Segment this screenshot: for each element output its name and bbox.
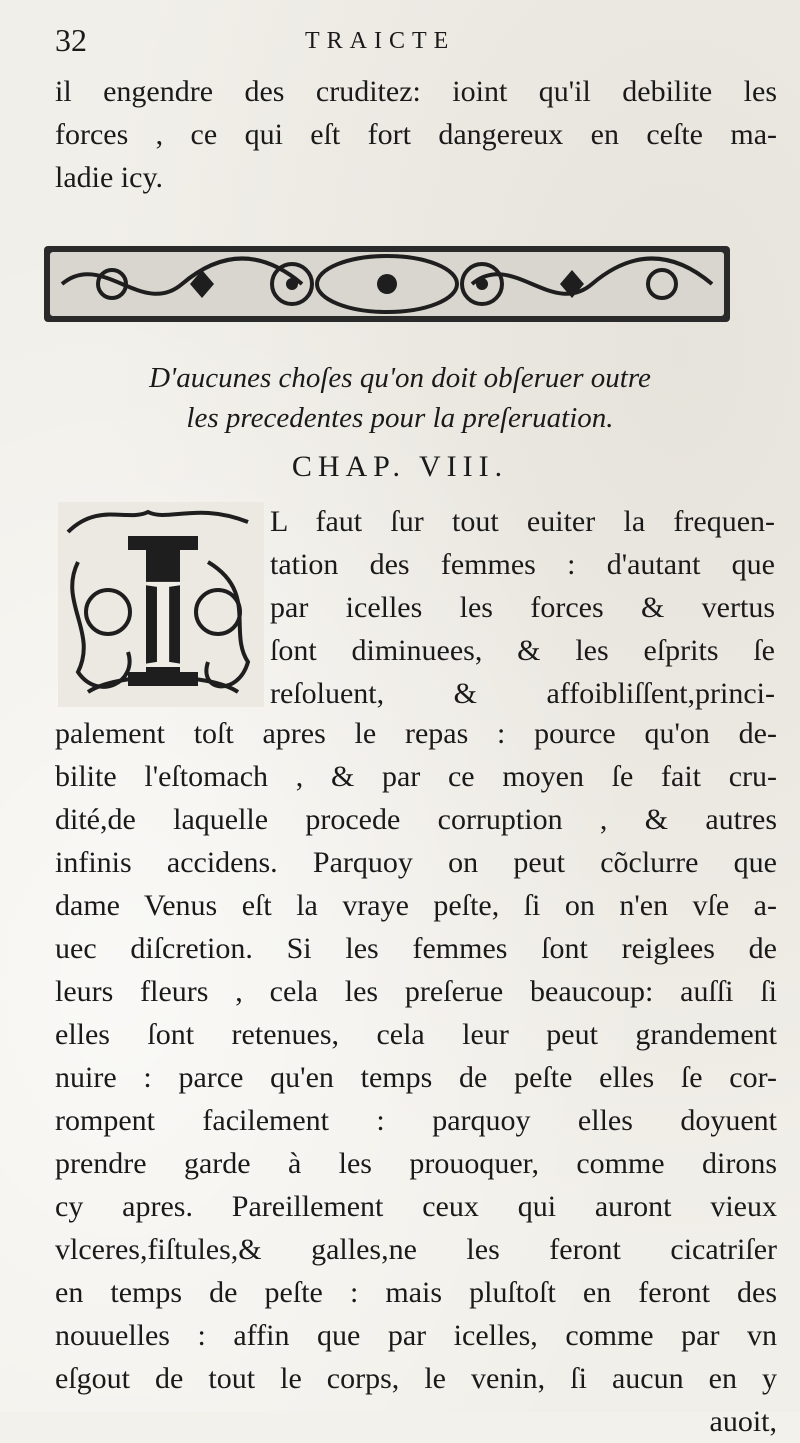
text-line: nouuelles : affin que par icelles, comme par vn [55, 1319, 777, 1352]
chapter-number: CHAP. VIII. [291, 450, 509, 483]
drop-cap-letter: I [141, 552, 185, 696]
text-line: palement toſt apres le repas : pource qu'on de- [55, 717, 777, 750]
text-line: forces , ce qui eſt fort dangereux en ceſte ma- [55, 118, 777, 151]
text-line: leurs fleurs , cela les preſerue beaucoup: auſſi ſi [55, 975, 777, 1008]
decorated-initial-icon [58, 502, 264, 707]
page-number: 32 [55, 22, 87, 58]
body-paragraph [55, 712, 777, 1443]
text-line: nuire : parce qu'en temps de peſte elles ſe cor- [55, 1061, 777, 1094]
chapter-title-line-2: les precedentes pour la preſeruation. [186, 402, 614, 434]
text-line: vlceres,fiſtules,& galles,ne les feront cicatriſer [55, 1233, 777, 1266]
ornamental-headpiece [42, 240, 732, 328]
catchword: auoit, [709, 1405, 777, 1438]
running-head: TRAICTE [305, 28, 456, 54]
chapter-title-line-1: D'aucunes choſes qu'on doit obſeruer outre [149, 362, 651, 394]
text-line: cy apres. Pareillement ceux qui auront vieux [55, 1190, 777, 1223]
text-line: tation des femmes : d'autant que [270, 548, 775, 581]
indented-lines [270, 500, 775, 715]
text-line: bilite l'eſtomach , & par ce moyen ſe fait cru- [55, 760, 777, 793]
text-line: en temps de peſte : mais pluſtoſt en feront des [55, 1276, 777, 1309]
opening-paragraph [55, 70, 777, 199]
text-line: infinis accidens. Parquoy on peut cõclurre que [55, 846, 777, 879]
text-line: L faut ſur tout euiter la frequen- [270, 505, 775, 538]
text-line: eſgout de tout le corps, le venin, ſi aucun en y [55, 1362, 777, 1395]
text-line: par icelles les forces & vertus [270, 591, 775, 624]
text-line: uec diſcretion. Si les femmes ſont reiglees de [55, 932, 777, 965]
page-header [55, 22, 775, 62]
text-line: reſoluent, & affoibliſſent,princi- [270, 677, 775, 710]
text-line: dame Venus eſt la vraye peſte, ſi on n'en vſe a- [55, 889, 777, 922]
text-line: dité,de laquelle procede corruption , & autres [55, 803, 777, 836]
text-line: elles ſont retenues, cela leur peut grandement [55, 1018, 777, 1051]
text-line: rompent facilement : parquoy elles doyuent [55, 1104, 777, 1137]
text-line: prendre garde à les prouoquer, comme dirons [55, 1147, 777, 1180]
text-line: ladie icy. [55, 161, 164, 194]
text-line: il engendre des cruditez: ioint qu'il debilite les [55, 75, 777, 108]
text-line: ſont diminuees, & les eſprits ſe [270, 634, 775, 667]
